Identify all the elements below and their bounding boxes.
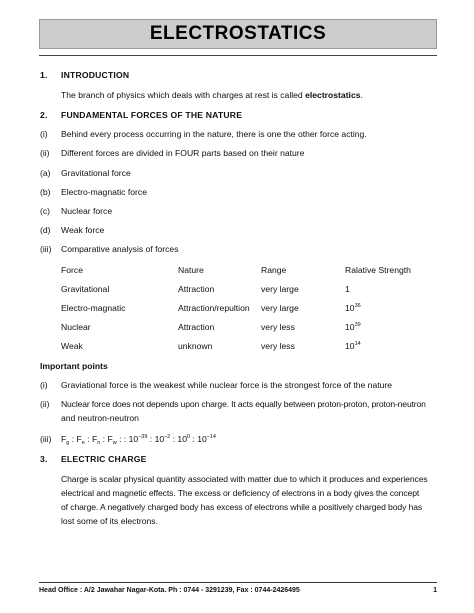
item-text: Gravitational force (61, 168, 131, 178)
item-text: and neutron-neutron (61, 413, 139, 423)
item-text: Weak force (61, 225, 105, 235)
table-cell: 1 (345, 284, 350, 294)
item-text: Nuclear force does not depends upon charge. It acts equally between proton-proton, proton-neutron (61, 399, 426, 409)
item-text: Behind every process occurring in the nature, there is one the other force acting. (61, 129, 367, 139)
table-cell: Weak (61, 341, 83, 351)
item-text: Nuclear force (61, 206, 113, 216)
page-title: ELECTROSTATICS (149, 23, 327, 44)
paragraph-line: Charge is scalar physical quantity associated with matter due to which it produces and experiences (61, 474, 428, 484)
table-cell: very less (261, 322, 295, 332)
table-cell: very large (261, 284, 299, 294)
item-number: (a) (40, 168, 51, 178)
table-cell: $10^{14}$ (345, 341, 361, 351)
table-cell: $10^{39}$ (345, 322, 361, 332)
item-number: (b) (40, 187, 51, 197)
intro-text: The branch of physics which deals with charges at rest is called electrostatics. (61, 90, 363, 100)
item-number: (iii) (40, 434, 52, 444)
table-cell: Nuclear (61, 322, 91, 332)
footer-contact: Head Office : A/2 Jawahar Nagar-Kota. Ph : 0744 - 3291239, Fax : 0744-2426495 (39, 587, 300, 594)
title-box (39, 19, 437, 49)
section-number: 3. (40, 454, 48, 464)
table-cell: Attraction/repultion (178, 303, 250, 313)
item-number: (c) (40, 206, 51, 216)
item-number: (d) (40, 225, 51, 235)
table-header: Ralative Strength (345, 265, 411, 275)
title-divider (39, 55, 437, 56)
paragraph-line: lost some of its electrons. (61, 516, 158, 526)
footer (39, 587, 437, 594)
item-number: (iii) (40, 244, 52, 254)
paragraph-line: of charge. A negatively charged body has excess of electrons while a positively charged body has (61, 502, 423, 512)
important-heading: Important points (40, 361, 108, 371)
table-cell: Gravitational (61, 284, 110, 294)
table-cell: $10^{36}$ (345, 303, 361, 313)
item-number: (ii) (40, 148, 50, 158)
table-cell: very less (261, 341, 295, 351)
table-cell: unknown (178, 341, 213, 351)
section-heading: ELECTRIC CHARGE (61, 454, 147, 464)
table-header: Nature (178, 265, 204, 275)
table-cell: very large (261, 303, 299, 313)
section-heading: FUNDAMENTAL FORCES OF THE NATURE (61, 110, 243, 120)
force-ratio: $F_g$ : $F_e$ : $F_n$ : $F_w$ : : $10^{-39}$ : $10^{-2}$ : $10^0$ : $10^{-14}$ (61, 434, 216, 446)
item-text: Graviational force is the weakest while nuclear force is the strongest force of the nature (61, 380, 393, 390)
page-number: 1 (433, 587, 437, 594)
table-header: Force (61, 265, 83, 275)
item-text: Comparative analysis of forces (61, 244, 179, 254)
item-text: Different forces are divided in FOUR parts based on their nature (61, 148, 305, 158)
item-number: (i) (40, 129, 48, 139)
table-cell: Attraction (178, 322, 215, 332)
section-number: 2. (40, 110, 48, 120)
section-number: 1. (40, 70, 48, 80)
item-text: Electro-magnatic force (61, 187, 147, 197)
item-number: (ii) (40, 399, 50, 409)
footer-divider (39, 582, 437, 583)
section-heading: INTRODUCTION (61, 70, 130, 80)
table-header: Range (261, 265, 287, 275)
table-cell: Electro-magnatic (61, 303, 126, 313)
paragraph-line: electrical and magnetic effects. The excess or deficiency of electrons in a body gives the concept (61, 488, 420, 498)
table-cell: Attraction (178, 284, 215, 294)
item-number: (i) (40, 380, 48, 390)
